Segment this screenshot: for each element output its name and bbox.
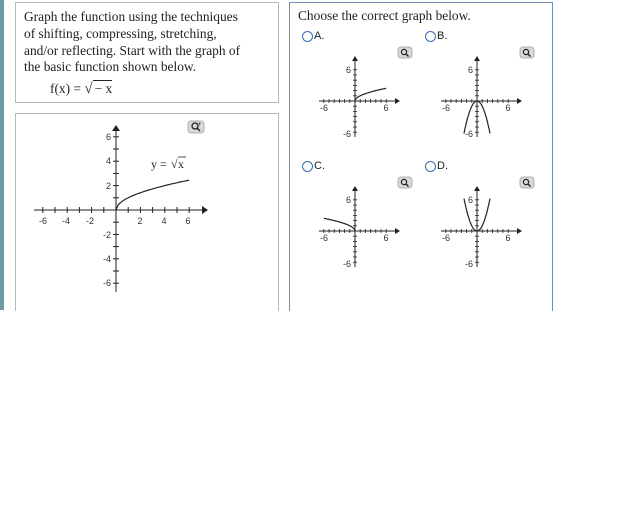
y-tick-label: 6 [467,195,473,205]
instruction-line: the basic function shown below. [24,59,197,75]
y-tick-label: 6 [105,132,111,142]
zoom-button[interactable] [398,177,412,188]
x-tick-label: -6 [319,103,329,113]
zoom-button[interactable] [398,47,412,58]
x-tick-label: 4 [161,216,167,226]
zoom-button[interactable] [520,47,534,58]
window-edge-strip [0,0,4,310]
function-radicand: − x [94,81,113,96]
x-tick-label: -6 [319,233,329,243]
x-tick-label: 6 [383,103,389,113]
radio-button[interactable] [425,161,436,172]
equation-radicand: x [178,157,184,171]
x-tick-label: 6 [383,233,389,243]
y-tick-label: 4 [105,156,111,166]
basic-graph-panel [15,113,279,311]
x-tick-label: -6 [441,103,451,113]
sqrt-sign: √ [84,81,93,97]
graph-option-b [432,43,552,153]
sqrt-curve [116,180,189,210]
graph-option-a [310,43,430,153]
option-d[interactable] [425,160,448,172]
function-formula [50,81,112,98]
x-tick-label: -6 [441,233,451,243]
x-tick-label: 2 [137,216,143,226]
svg-text:+: + [198,122,202,128]
y-tick-label: 6 [467,65,473,75]
problem-instructions [24,9,274,76]
equation-prefix: y = [151,157,167,171]
x-tick-label: 6 [505,233,511,243]
x-tick-label: -2 [85,216,95,226]
radio-button[interactable] [302,31,313,42]
instruction-line: Graph the function using the techniques [24,9,238,24]
sqrt-sign: √ [171,157,178,171]
x-tick-label: 6 [505,103,511,113]
instruction-line: and/or reflecting. Start with the graph of [24,42,241,58]
y-tick-label: 2 [105,181,111,191]
y-tick-label: -6 [464,129,473,139]
zoom-button[interactable] [188,121,204,133]
function-prefix: f(x) = [50,81,85,96]
radio-button[interactable] [425,31,436,42]
x-tick-label: -4 [61,216,71,226]
basic-graph [16,114,278,312]
problem-panel [15,2,279,103]
x-tick-label: 6 [185,216,191,226]
graph-option-d [432,173,552,283]
y-tick-label: -6 [342,259,351,269]
radio-button[interactable] [302,161,313,172]
option-label: B. [437,30,448,42]
option-label: D. [437,160,448,172]
y-tick-label: 6 [345,65,351,75]
y-tick-label: -6 [342,129,351,139]
instruction-line: of shifting, compressing, stretching, [24,25,217,41]
zoom-button[interactable] [520,177,534,188]
x-tick-label: -6 [38,216,48,226]
answer-panel [289,2,553,311]
option-label: C. [314,160,325,172]
graph-option-c [310,173,430,283]
y-tick-label: -4 [102,254,111,264]
y-tick-label: 6 [345,195,351,205]
option-b[interactable] [425,30,447,42]
y-tick-label: -6 [464,259,473,269]
option-a[interactable] [302,30,324,42]
answer-prompt: Choose the correct graph below. [298,8,471,23]
y-tick-label: -6 [102,278,111,288]
option-c[interactable] [302,160,325,172]
y-tick-label: -2 [102,230,111,240]
option-label: A. [314,30,325,42]
